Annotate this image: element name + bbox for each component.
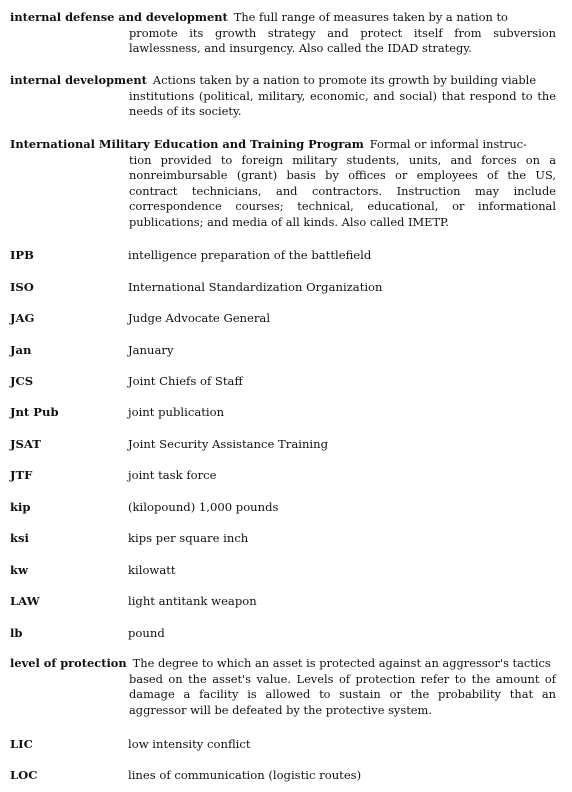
abbreviation: JSAT — [10, 437, 41, 451]
glossary-entry-level-of-protection — [10, 656, 556, 718]
abbreviation-row — [10, 593, 556, 609]
entry-first-line — [10, 656, 556, 672]
glossary-entry-internal-development — [10, 73, 556, 120]
abbreviation-expansion: lines of communication (logistic routes) — [128, 768, 362, 782]
abbreviation-row — [10, 625, 556, 641]
abbreviation-expansion: low intensity conflict — [128, 737, 251, 751]
abbreviation-expansion: pound — [128, 626, 165, 640]
definition-text: The full range of measures taken by a nation to — [233, 10, 508, 24]
abbreviation-expansion: Judge Advocate General — [128, 311, 271, 325]
abbreviation: JAG — [10, 311, 35, 325]
abbreviation-row — [10, 562, 556, 578]
entry-first-line — [10, 137, 556, 153]
abbreviation-row — [10, 404, 556, 420]
abbreviation-expansion: joint task force — [128, 468, 217, 482]
abbreviation-row — [10, 247, 556, 263]
entry-first-line — [10, 73, 556, 89]
glossary-term: International Military Education and Training Program — [10, 137, 364, 151]
abbreviation-expansion: intelligence preparation of the battlefield — [128, 248, 372, 262]
definition-text: The degree to which an asset is protected against an aggressor's tactics — [132, 656, 551, 670]
abbreviation: LAW — [10, 594, 40, 608]
abbreviation-expansion: Joint Security Assistance Training — [128, 437, 329, 451]
abbreviation-row — [10, 373, 556, 389]
glossary-term: internal development — [10, 73, 147, 87]
abbreviation: lb — [10, 626, 23, 640]
definition-text: Actions taken by a nation to promote its growth by building viable — [152, 73, 537, 87]
glossary-term: level of protection — [10, 656, 127, 670]
abbreviation: Jnt Pub — [10, 405, 59, 419]
abbreviation: ISO — [10, 280, 34, 294]
definition-continuation: promote its growth strategy and protect itself from subversion lawlessness, and insurgency. Also called the IDAD strategy. — [129, 25, 556, 56]
abbreviation: LOC — [10, 768, 38, 782]
definition-continuation: tion provided to foreign military students, units, and forces on a nonreimbursable (grant) basis by offices or employees of the US, contract technicians, and contractors. Instruction may include correspondence courses; technical, educational, or informational publications; and media of all kinds. Also called IMETP. — [129, 152, 556, 229]
definition-continuation: institutions (political, military, economic, and social) that respond to the needs of its society. — [129, 88, 556, 119]
abbreviation-expansion: Joint Chiefs of Staff — [128, 374, 243, 388]
abbreviation-row — [10, 767, 556, 783]
abbreviation-expansion: kips per square inch — [128, 531, 249, 545]
glossary-term: internal defense and development — [10, 10, 228, 24]
abbreviation-row — [10, 310, 556, 326]
abbreviation-row — [10, 530, 556, 546]
glossary-entry-imetp — [10, 137, 556, 231]
abbreviation-expansion: January — [128, 343, 174, 357]
abbreviation: ksi — [10, 531, 29, 545]
abbreviation-row — [10, 467, 556, 483]
abbreviation: LIC — [10, 737, 33, 751]
abbreviation-row — [10, 342, 556, 358]
abbreviation: JTF — [10, 468, 33, 482]
abbreviation-row — [10, 436, 556, 452]
abbreviation-row — [10, 499, 556, 515]
abbreviation-expansion: light antitank weapon — [128, 594, 257, 608]
abbreviation: Jan — [10, 343, 32, 357]
abbreviation: kw — [10, 563, 29, 577]
abbreviation-row — [10, 736, 556, 752]
definition-continuation: based on the asset's value. Levels of protection refer to the amount of damage a facility is allowed to sustain or the probability that an aggressor will be defeated by the protective system. — [129, 671, 556, 717]
definition-text: Formal or informal instruc- — [369, 137, 527, 151]
abbreviation: JCS — [10, 374, 34, 388]
abbreviation-expansion: joint publication — [128, 405, 225, 419]
glossary-entry-internal-defense — [10, 10, 556, 57]
entry-first-line — [10, 10, 556, 26]
abbreviation: IPB — [10, 248, 34, 262]
abbreviation-expansion: kilowatt — [128, 563, 176, 577]
abbreviation-row — [10, 279, 556, 295]
abbreviation-expansion: International Standardization Organization — [128, 280, 383, 294]
abbreviation-expansion: (kilopound) 1,000 pounds — [128, 500, 279, 514]
abbreviation: kip — [10, 500, 31, 514]
